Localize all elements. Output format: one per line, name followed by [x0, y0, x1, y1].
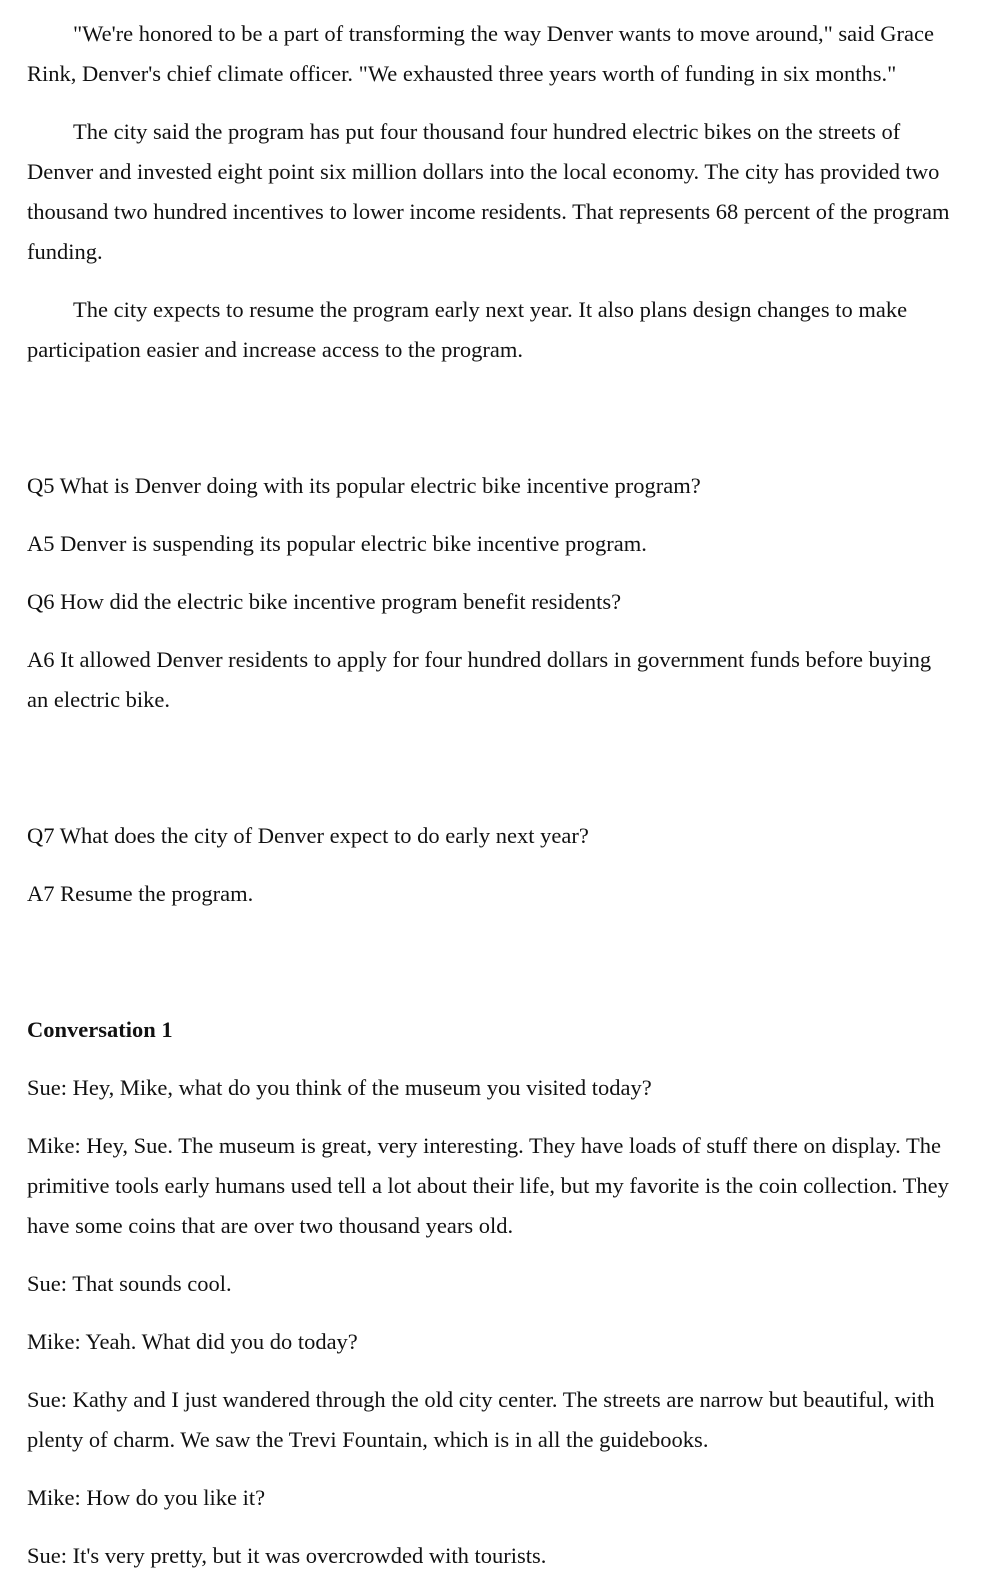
- question-q6: Q6 How did the electric bike incentive program benefit residents?: [27, 589, 622, 614]
- conversation-heading: Conversation 1: [27, 1017, 173, 1042]
- section-spacer: [27, 738, 952, 816]
- dialogue-line: Mike: How do you like it?: [27, 1485, 266, 1510]
- dialogue-line: Sue: That sounds cool.: [27, 1271, 232, 1296]
- dialogue-line: Mike: Yeah. What did you do today?: [27, 1329, 358, 1354]
- section-spacer: [27, 932, 952, 1010]
- document-page: [27, 14, 952, 1594]
- dialogue-line: Sue: Kathy and I just wandered through the old city center. The streets are narrow but beautiful, with plenty of charm. We saw the Trevi Fountain, which is in all the guidebooks.: [27, 1387, 935, 1452]
- answer-a6: A6 It allowed Denver residents to apply for four hundred dollars in government funds before buying an electric bike.: [27, 647, 932, 712]
- question-q5: Q5 What is Denver doing with its popular electric bike incentive program?: [27, 473, 701, 498]
- dialogue-line: Sue: It's very pretty, but it was overcrowded with tourists.: [27, 1543, 547, 1568]
- question-q7: Q7 What does the city of Denver expect to do early next year?: [27, 823, 589, 848]
- section-spacer: [27, 388, 952, 466]
- answer-a5: A5 Denver is suspending its popular electric bike incentive program.: [27, 531, 647, 556]
- answer-a7: A7 Resume the program.: [27, 881, 254, 906]
- article-paragraph: The city said the program has put four thousand four hundred electric bikes on the streets of Denver and invested eight point six million dollars into the local economy. The city has provided two thousand two hundred incentives to lower income residents. That represents 68 percent of the program funding.: [27, 119, 950, 264]
- article-paragraph: "We're honored to be a part of transforming the way Denver wants to move around," said Grace Rink, Denver's chief climate officer. "We exhausted three years worth of funding in six months.": [27, 21, 934, 86]
- dialogue-line: Sue: Hey, Mike, what do you think of the museum you visited today?: [27, 1075, 652, 1100]
- dialogue-line: Mike: Hey, Sue. The museum is great, very interesting. They have loads of stuff there on display. The primitive tools early humans used tell a lot about their life, but my favorite is the coin collection. They have some coins that are over two thousand years old.: [27, 1133, 949, 1238]
- article-paragraph: The city expects to resume the program early next year. It also plans design changes to make participation easier and increase access to the program.: [27, 297, 908, 362]
